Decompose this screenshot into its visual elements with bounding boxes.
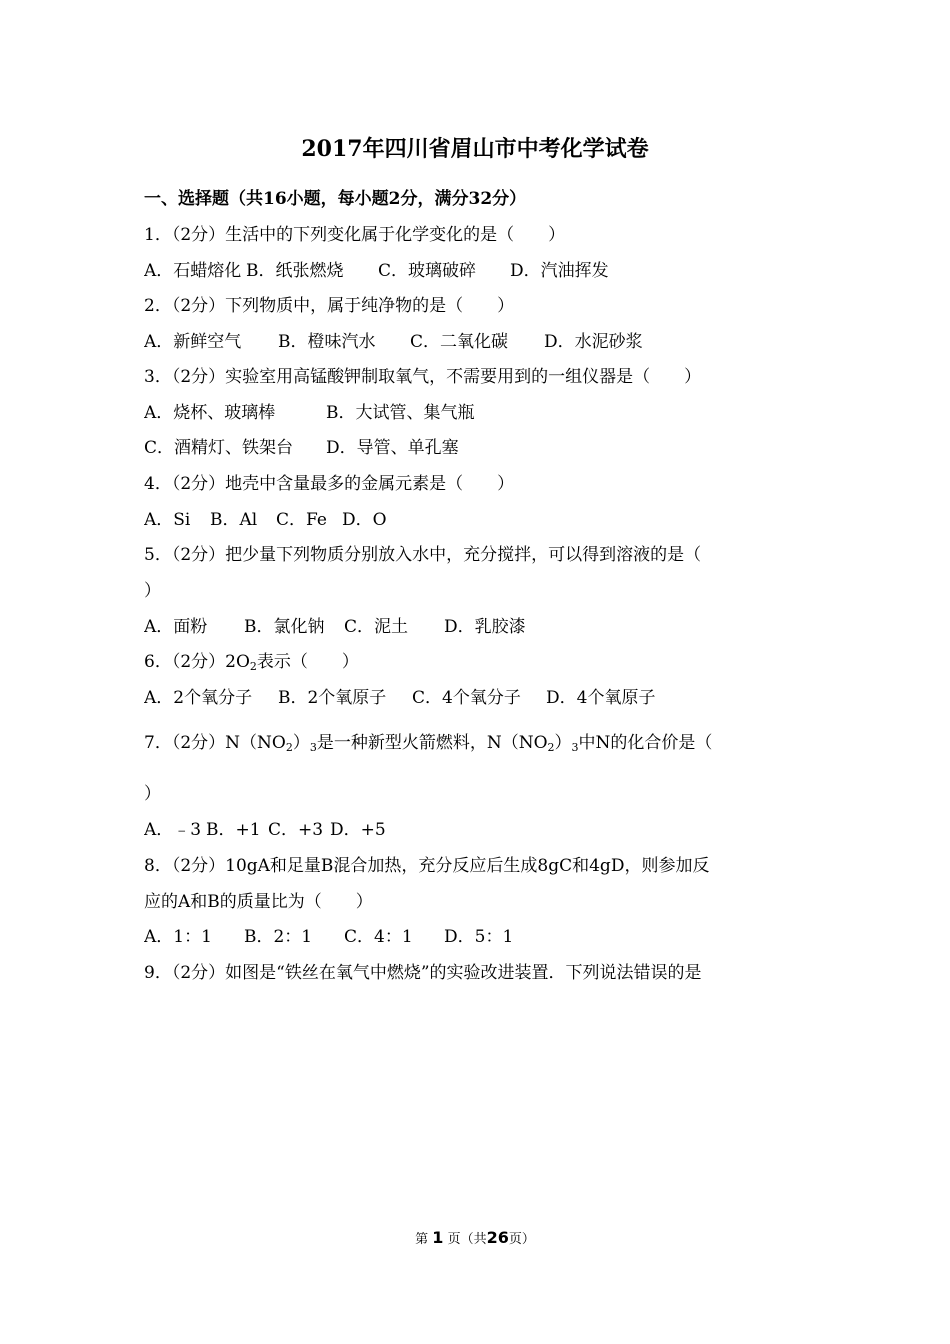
- q4-option-a: A．Si: [144, 510, 191, 530]
- q7-subscript-4: 3: [571, 741, 579, 754]
- q1-option-b: B．纸张燃烧: [246, 261, 344, 281]
- q7-stem-part3: 是一种新型火箭燃料，N（NO: [316, 733, 548, 753]
- q6-option-a: A．2个氧分子: [144, 688, 253, 708]
- q2-option-a: A．新鲜空气: [144, 332, 242, 352]
- q6-option-b: B．2个氧原子: [278, 688, 387, 708]
- q7-subscript-2: 3: [309, 741, 317, 754]
- q5-option-c: C．泥土: [344, 617, 409, 637]
- question-9-stem: 9．（2分）如图是“铁丝在氧气中燃烧”的实验改进装置．下列说法错误的是: [144, 963, 702, 983]
- q7-stem-part5: 中N的化合价是（: [578, 733, 713, 753]
- question-3-options-row2: [144, 435, 814, 461]
- q2-option-d: D．水泥砂浆: [544, 332, 643, 352]
- q8-option-b: B．2：1: [244, 927, 313, 947]
- q8-option-d: D．5：1: [444, 927, 514, 947]
- question-3-options-row1: [144, 400, 814, 426]
- q6-stem-suffix: 表示（ ）: [256, 652, 359, 672]
- q2-option-b: B．橙味汽水: [278, 332, 376, 352]
- question-5-stem-continued: ）: [144, 581, 161, 601]
- q3-option-b: B．大试管、集气瓶: [326, 403, 475, 423]
- q1-option-a: A．石蜡熔化: [144, 261, 242, 281]
- page-footer: [0, 1226, 950, 1252]
- q8-option-a: A．1：1: [144, 927, 212, 947]
- q5-option-a: A．面粉: [144, 617, 208, 637]
- question-1-stem: 1．（2分）生活中的下列变化属于化学变化的是（ ）: [144, 225, 566, 245]
- q1-option-c: C．玻璃破碎: [378, 261, 477, 281]
- question-6-stem: [144, 649, 814, 675]
- question-4-stem: 4．（2分）地壳中含量最多的金属元素是（ ）: [144, 474, 515, 494]
- q7-stem-part4: ）: [554, 733, 572, 753]
- q6-subscript: 2: [249, 660, 257, 673]
- q7-option-a: A．﹣3: [144, 820, 202, 840]
- q7-option-c: C．+3: [268, 820, 324, 840]
- q7-option-b: B．+1: [206, 820, 261, 840]
- question-3-stem: 3．（2分）实验室用高锰酸钾制取氧气，不需要用到的一组仪器是（ ）: [144, 367, 702, 387]
- page-title: 2017年四川省眉山市中考化学试卷: [301, 136, 649, 162]
- question-2-stem: 2．（2分）下列物质中，属于纯净物的是（ ）: [144, 296, 515, 316]
- section-heading: 一、选择题（共16小题，每小题2分，满分32分）: [144, 189, 527, 209]
- q1-option-d: D．汽油挥发: [510, 261, 609, 281]
- q5-option-d: D．乳胶漆: [444, 617, 526, 637]
- q6-stem-prefix: 6．（2分）2O: [144, 652, 250, 672]
- footer-prefix: 第: [415, 1232, 429, 1247]
- question-5-stem: 5．（2分）把少量下列物质分别放入水中，充分搅拌，可以得到溶液的是（: [144, 545, 702, 565]
- question-2-options: [144, 329, 814, 355]
- q7-subscript-3: 2: [547, 741, 555, 754]
- q6-option-d: D．4个氧原子: [546, 688, 656, 708]
- q8-option-c: C．4：1: [344, 927, 413, 947]
- current-page-number: 1: [432, 1228, 444, 1247]
- q3-option-a: A．烧杯、玻璃棒: [144, 403, 276, 423]
- q7-stem-part2: ）: [292, 733, 310, 753]
- q3-option-d: D．导管、单孔塞: [326, 438, 459, 458]
- q7-subscript-1: 2: [285, 741, 293, 754]
- question-8-stem-continued: 应的A和B的质量比为（ ）: [144, 892, 373, 912]
- q2-option-c: C．二氧化碳: [410, 332, 509, 352]
- question-1-options: [144, 258, 814, 284]
- question-5-options: [144, 614, 814, 640]
- q4-option-d: D．O: [342, 510, 387, 530]
- question-4-options: [144, 507, 814, 533]
- q7-option-d: D．+5: [330, 820, 386, 840]
- total-page-count: 26: [486, 1228, 509, 1247]
- question-8-options: [144, 924, 814, 950]
- question-6-options: [144, 685, 814, 711]
- question-7-stem-continued: ）: [144, 784, 161, 804]
- footer-middle: 页（共: [447, 1232, 487, 1247]
- q4-option-b: B．Al: [210, 510, 258, 530]
- q7-stem-part1: 7．（2分）N（NO: [144, 733, 286, 753]
- q3-option-c: C．酒精灯、铁架台: [144, 438, 294, 458]
- q5-option-b: B．氯化钠: [244, 617, 325, 637]
- q6-option-c: C．4个氧分子: [412, 688, 521, 708]
- question-7-stem: [144, 730, 814, 756]
- question-7-options: [144, 817, 814, 843]
- q4-option-c: C．Fe: [276, 510, 327, 530]
- footer-suffix: 页）: [508, 1232, 535, 1247]
- question-8-stem: 8．（2分）10gA和足量B混合加热，充分反应后生成8gC和4gD，则参加反: [144, 856, 710, 876]
